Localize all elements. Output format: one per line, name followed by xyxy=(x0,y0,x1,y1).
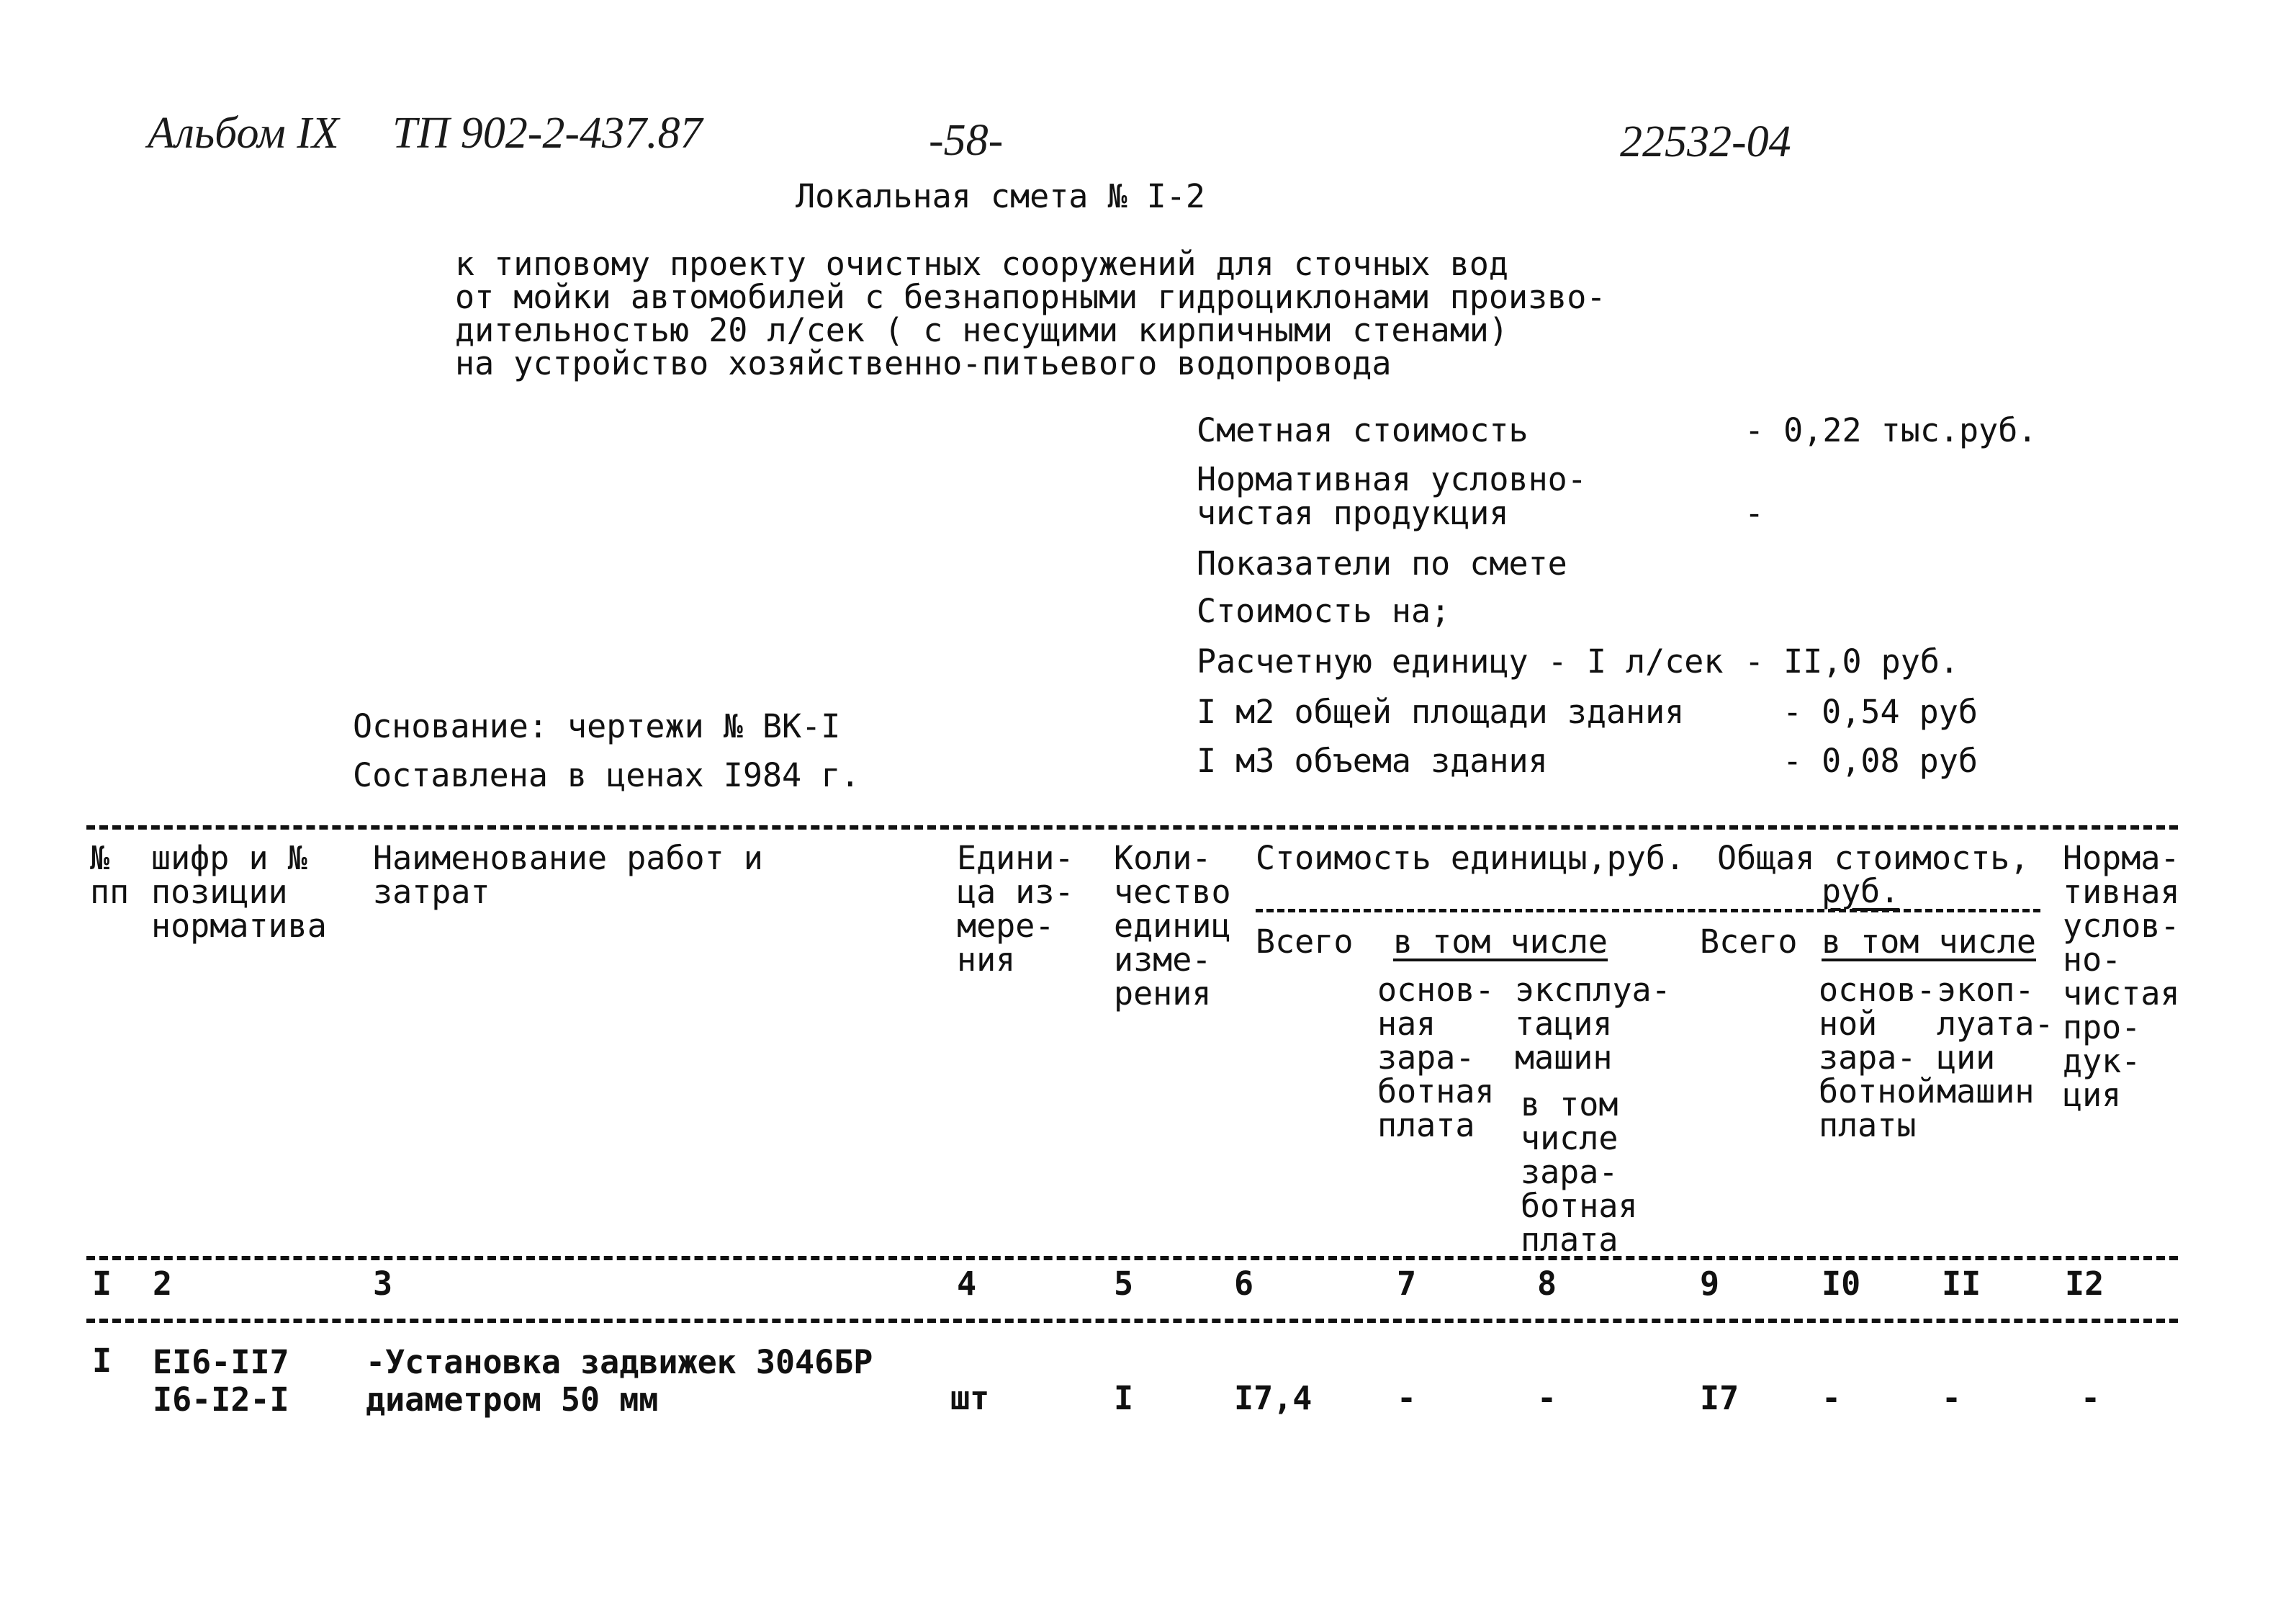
row-unit-machines: - xyxy=(1537,1379,1557,1417)
project-code: ТП 902-2-437.87 xyxy=(392,109,703,158)
m3-cost-value: - 0,08 руб xyxy=(1783,742,1978,780)
document-title: Локальная смета № I-2 xyxy=(796,177,1205,215)
row-unit-wage: - xyxy=(1397,1379,1417,1417)
normative-label: Нормативная условно- чистая продукция xyxy=(1197,460,1587,532)
basis-text: Основание: чертежи № ВК-I xyxy=(353,707,841,745)
numbers-bottom-divider xyxy=(86,1319,2178,1323)
header-col-6: Всего xyxy=(1256,923,1354,961)
table-top-divider xyxy=(86,825,2178,830)
header-including-b: в том числе xyxy=(1822,923,2037,961)
row-code: EI6-II7 I6-I2-I xyxy=(153,1343,289,1419)
m2-cost-value: - 0,54 руб xyxy=(1783,693,1978,731)
prices-text: Составлена в ценах I984 г. xyxy=(353,756,860,794)
header-unit-cost: Стоимость единицы,руб. xyxy=(1256,839,1685,877)
row-unit: шт xyxy=(950,1379,990,1417)
header-including-a: в том числе xyxy=(1393,923,1608,961)
col-number-8: 8 xyxy=(1537,1265,1557,1303)
row-unit-total: I7,4 xyxy=(1234,1379,1313,1417)
col-number-11: II xyxy=(1942,1265,1981,1303)
header-col-1: № пп xyxy=(90,839,130,911)
header-total-cost-unit: руб. xyxy=(1822,872,1900,910)
header-col-4: Едини- ца из- мере- ния xyxy=(957,839,1074,979)
row-total: I7 xyxy=(1700,1379,1739,1417)
header-col-9: Всего xyxy=(1700,923,1798,961)
normative-value: - xyxy=(1744,494,1765,532)
header-col-3: Наименование работ и затрат xyxy=(373,839,763,911)
estimated-cost-value: - 0,22 тыс.руб. xyxy=(1744,411,2038,449)
col-number-10: I0 xyxy=(1822,1265,1861,1303)
row-total-machines: - xyxy=(1942,1379,1962,1417)
indicators-label: Показатели по смете xyxy=(1197,544,1567,583)
row-number: I xyxy=(92,1342,112,1380)
col-number-12: I2 xyxy=(2065,1265,2104,1303)
col-number-6: 6 xyxy=(1234,1265,1254,1303)
header-bottom-divider xyxy=(86,1256,2178,1260)
header-col-8-sub: в том числе зара- ботная плата xyxy=(1521,1085,1638,1259)
col-number-1: I xyxy=(92,1265,112,1303)
col-number-2: 2 xyxy=(153,1265,173,1303)
row-work-name: -Установка задвижек 3046БР диаметром 50 мм xyxy=(366,1343,873,1419)
col-number-5: 5 xyxy=(1114,1265,1134,1303)
document-subtitle: к типовому проекту очистных сооружений для сточных вод от мойки автомобилей с безнапорными гидроциклонами произво- дительностью 20 л/сек ( с несущими кирпичными стенами) на устройство хозяйственно-питьевого водопровода xyxy=(455,245,1606,382)
header-group-divider xyxy=(1256,909,2040,912)
row-total-wage: - xyxy=(1822,1379,1842,1417)
col-number-9: 9 xyxy=(1700,1265,1720,1303)
header-col-2: шифр и № позиции норматива xyxy=(151,839,327,945)
unit-cost-label: Расчетную единицу - I л/сек xyxy=(1197,642,1724,681)
document-number: 22532-04 xyxy=(1620,117,1791,166)
header-col-11: экоп- луата- ции машин xyxy=(1937,971,2054,1110)
header-col-8: эксплуа- тация машин xyxy=(1515,971,1671,1077)
header-col-7: основ- ная зара- ботная плата xyxy=(1377,971,1495,1144)
header-col-12: Норма- тивная услов- но- чистая про- дук- ция xyxy=(2063,839,2180,1114)
album-label: Альбом IX xyxy=(148,109,339,158)
cost-on-label: Стоимость на; xyxy=(1197,592,1451,630)
m3-cost-label: I м3 объема здания xyxy=(1197,742,1548,780)
estimated-cost-label: Сметная стоимость xyxy=(1197,411,1529,449)
col-number-4: 4 xyxy=(957,1265,977,1303)
col-number-3: 3 xyxy=(373,1265,393,1303)
col-number-7: 7 xyxy=(1397,1265,1417,1303)
row-quantity: I xyxy=(1114,1379,1134,1417)
page-number: -58- xyxy=(929,116,1004,165)
header-total-cost: Общая стоимость, xyxy=(1717,839,2030,877)
unit-cost-value: - II,0 руб. xyxy=(1744,642,1960,681)
header-col-5: Коли- чество единиц изме- рения xyxy=(1114,839,1231,1013)
header-col-10: основ- ной зара- ботной платы xyxy=(1819,971,1936,1144)
m2-cost-label: I м2 общей площади здания xyxy=(1197,693,1685,731)
row-normative: - xyxy=(2081,1379,2101,1417)
